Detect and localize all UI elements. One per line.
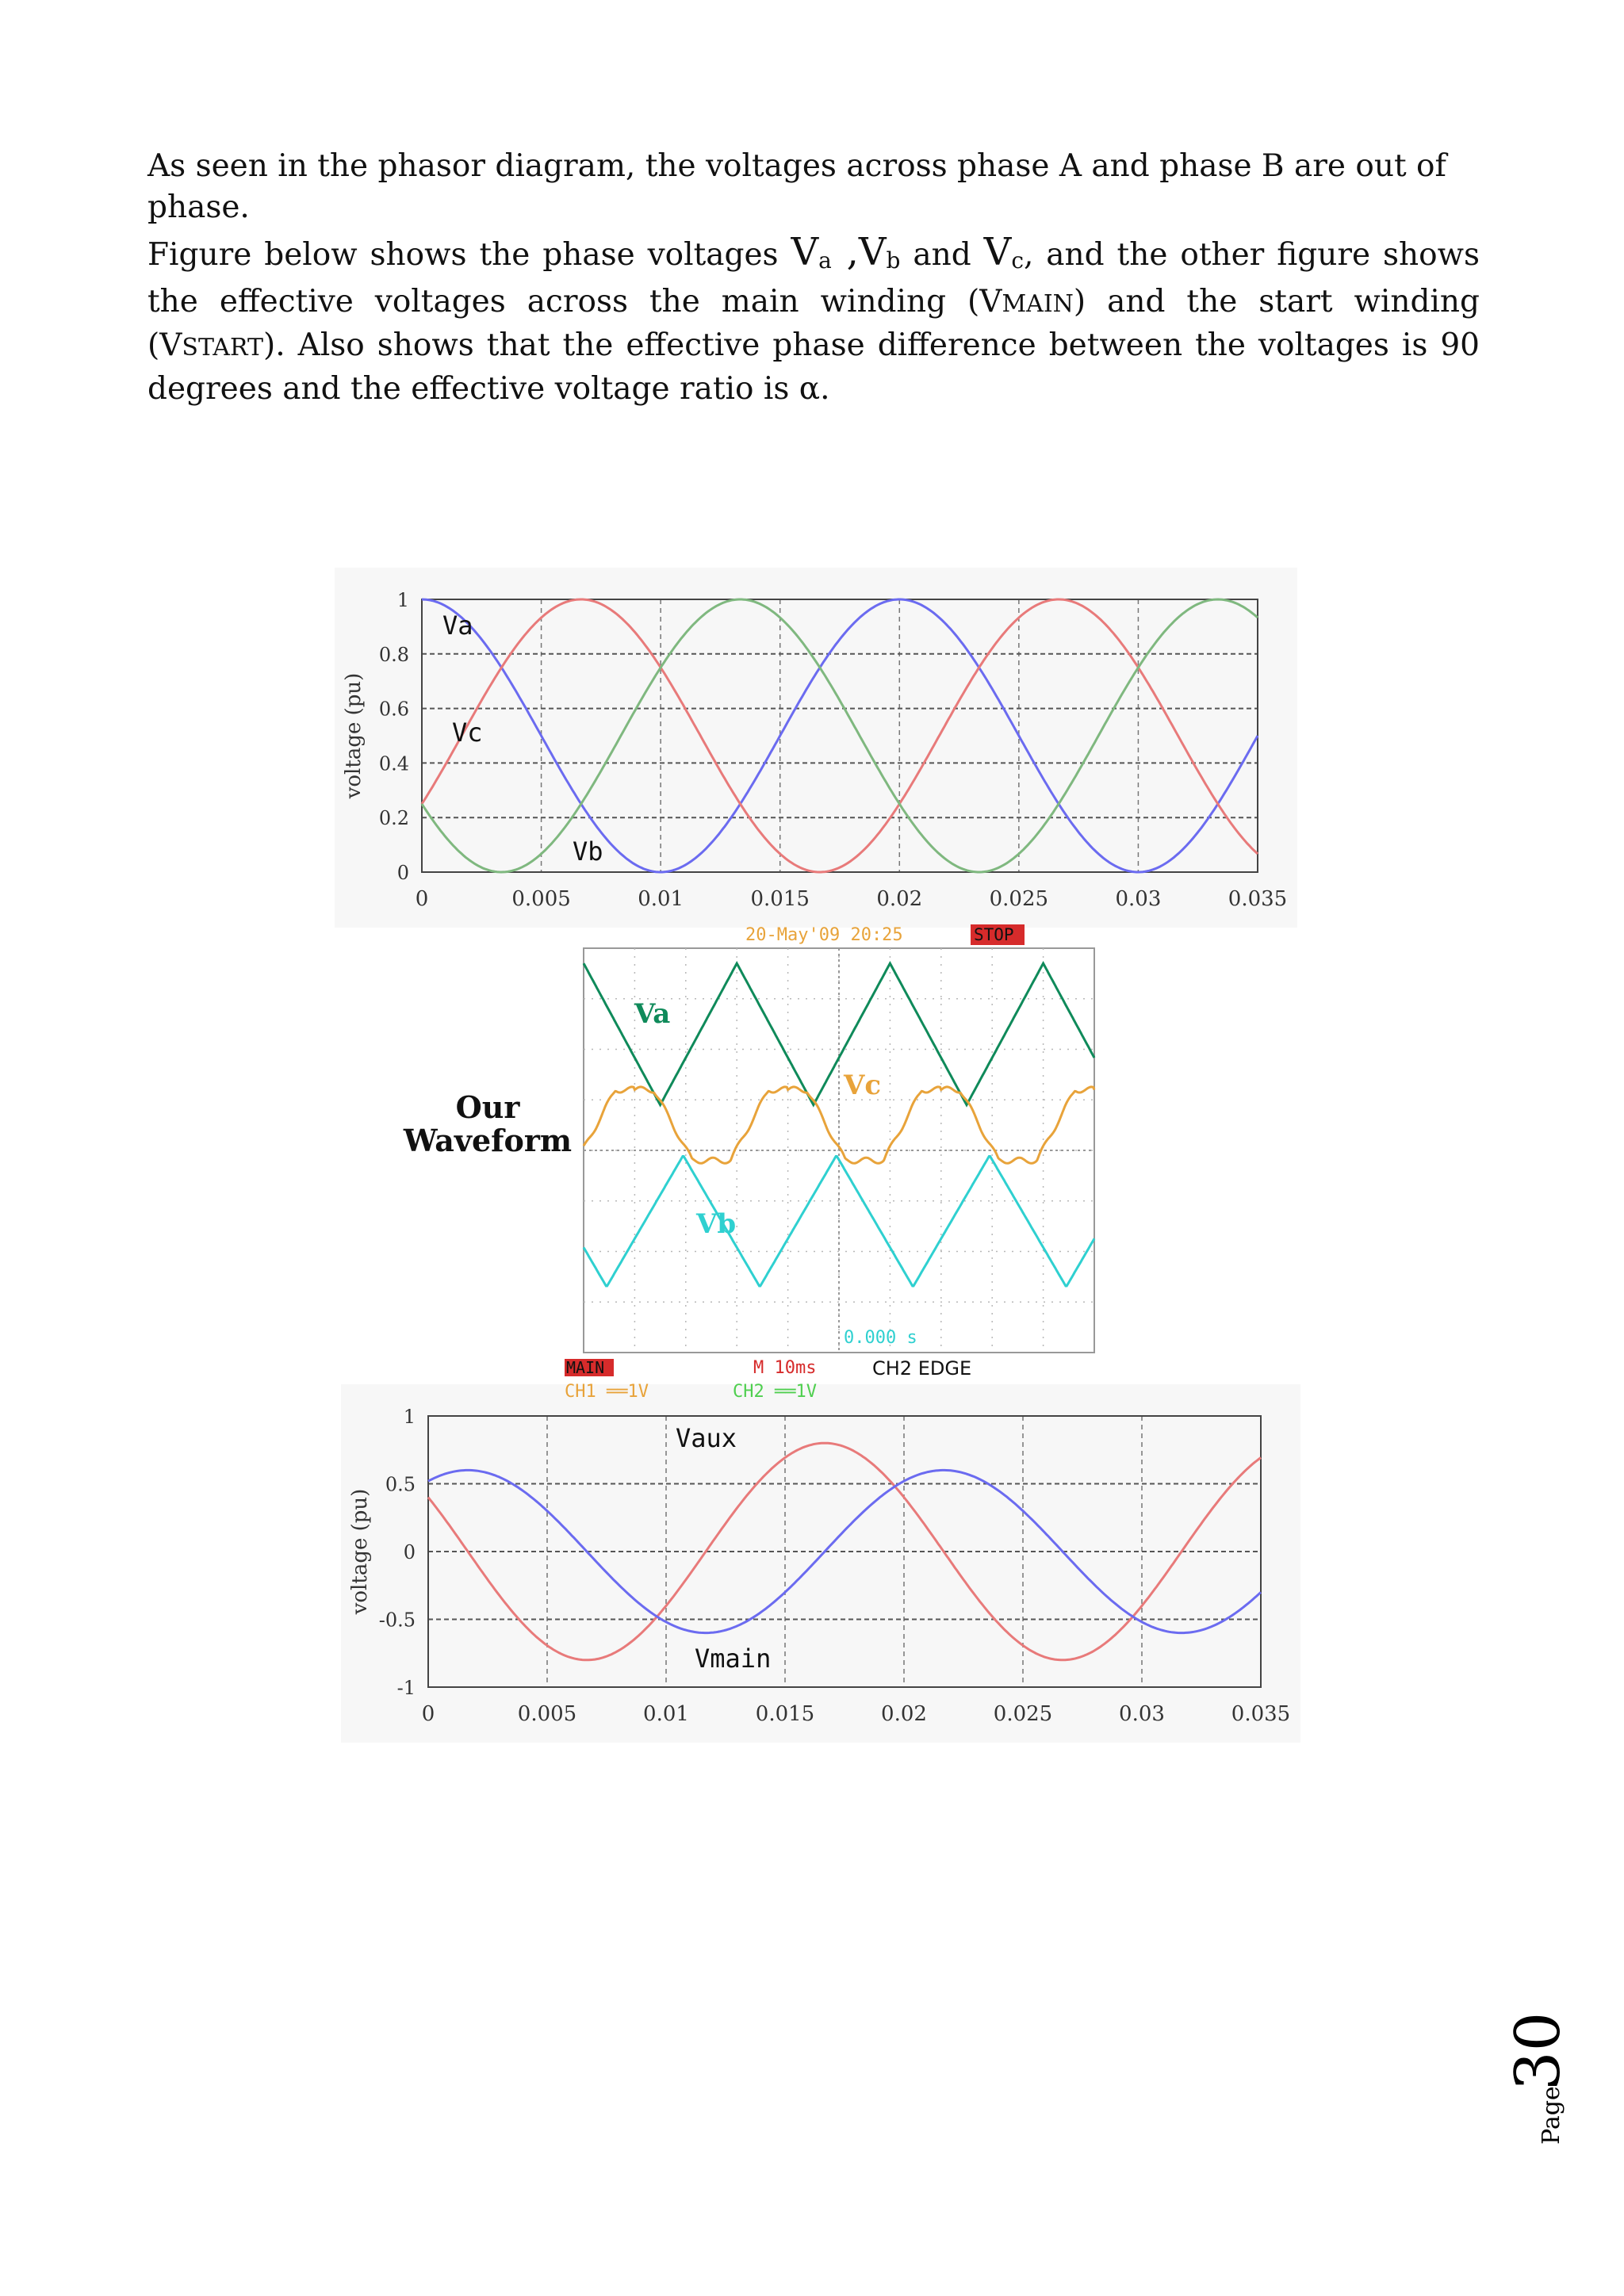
x-tick-label: 0.035 (1231, 1702, 1291, 1726)
scope-label-vb: Vb (696, 1208, 737, 1240)
our-waveform-label-line1: Our (455, 1089, 520, 1125)
y-axis-label: voltage (pu) (348, 1488, 372, 1615)
intro-text: As seen in the phasor diagram, the voltages across phase A and phase B are out of phase. (147, 148, 1446, 225)
scope-timebase: M 10ms (753, 1358, 817, 1378)
page-number (1491, 2006, 1602, 2156)
sine-chart-1 (335, 568, 1297, 928)
desc-part: ) and the start winding (V (147, 284, 1480, 363)
x-tick-label: 0 (421, 1702, 435, 1726)
x-tick-label: 0.015 (755, 1702, 815, 1726)
va-symbol: V (791, 230, 819, 274)
series-label-vaux: Vaux (676, 1423, 737, 1453)
desc-part: , and the other figure shows the effective voltages across the main winding (V (147, 237, 1480, 320)
y-tick-label: 1 (403, 1406, 416, 1428)
scope-ch2: CH2 ══1V (733, 1382, 817, 1402)
x-tick-label: 0.025 (989, 887, 1049, 911)
y-tick-label: 0.6 (378, 698, 409, 721)
scope-trigger: CH2 EDGE (872, 1357, 972, 1380)
scope-date: 20-May'09 20:25 (745, 925, 903, 945)
scope-status: STOP (974, 925, 1014, 944)
series-label-vc: Vc (452, 718, 483, 748)
desc-part: Figure below shows the phase voltages (147, 237, 791, 273)
page-number-value: 30 (1503, 2011, 1574, 2091)
y-axis-label: voltage (pu) (342, 672, 366, 799)
vc-symbol: V (983, 230, 1012, 274)
y-tick-label: 0.2 (378, 807, 409, 830)
vb-subscript: b (886, 247, 901, 274)
va-subscript: a (818, 247, 832, 274)
x-tick-label: 0.02 (876, 887, 923, 911)
and-word: and (900, 237, 984, 273)
y-tick-label: -1 (396, 1677, 416, 1699)
scope-mode: MAIN (566, 1358, 605, 1377)
vstart-subscript: START (182, 334, 264, 362)
scope-label-vc: Vc (844, 1070, 882, 1101)
y-tick-label: 0 (403, 1541, 416, 1563)
y-tick-label: 1 (396, 589, 409, 611)
y-tick-label: 0.4 (378, 752, 409, 775)
x-tick-label: 0.03 (1119, 1702, 1165, 1726)
y-tick-label: 0.8 (378, 643, 409, 666)
x-tick-label: 0.025 (993, 1702, 1053, 1726)
y-tick-label: -0.5 (378, 1609, 416, 1632)
series-label-va: Va (442, 610, 473, 641)
y-tick-label: 0 (396, 862, 409, 884)
x-tick-label: 0.02 (881, 1702, 927, 1726)
vb-symbol: V (858, 230, 887, 274)
chart-background (335, 568, 1297, 928)
sine-chart-3 (341, 1384, 1300, 1743)
vmain-subscript: MAIN (1002, 290, 1074, 318)
series-label-vb: Vb (573, 836, 603, 867)
x-tick-label: 0.005 (511, 887, 571, 911)
series-label-vmain: Vmain (695, 1644, 772, 1674)
separator: , (831, 230, 859, 274)
chart-background (341, 1384, 1300, 1743)
x-tick-label: 0.01 (638, 887, 684, 911)
page-number-graphic (1491, 2006, 1602, 2156)
scope-label-va: Va (634, 998, 671, 1030)
x-tick-label: 0.015 (750, 887, 810, 911)
y-tick-label: 0.5 (385, 1473, 416, 1496)
x-tick-label: 0 (415, 887, 429, 911)
scope-time: 0.000 s (844, 1328, 917, 1348)
desc-part: ). Also shows that the effective phase difference between the voltages is 90 degrees and the effective voltage ratio is α. (147, 327, 1480, 407)
x-tick-label: 0.01 (643, 1702, 689, 1726)
our-waveform-label-line2: Waveform (403, 1123, 573, 1158)
scope-ch1: CH1 ══1V (565, 1382, 649, 1402)
x-tick-label: 0.005 (517, 1702, 577, 1726)
x-tick-label: 0.035 (1228, 887, 1288, 911)
page-label: Page (1538, 2086, 1565, 2145)
oscilloscope-chart (565, 924, 1094, 1402)
vc-subscript: c (1011, 247, 1024, 274)
x-tick-label: 0.03 (1115, 887, 1162, 911)
